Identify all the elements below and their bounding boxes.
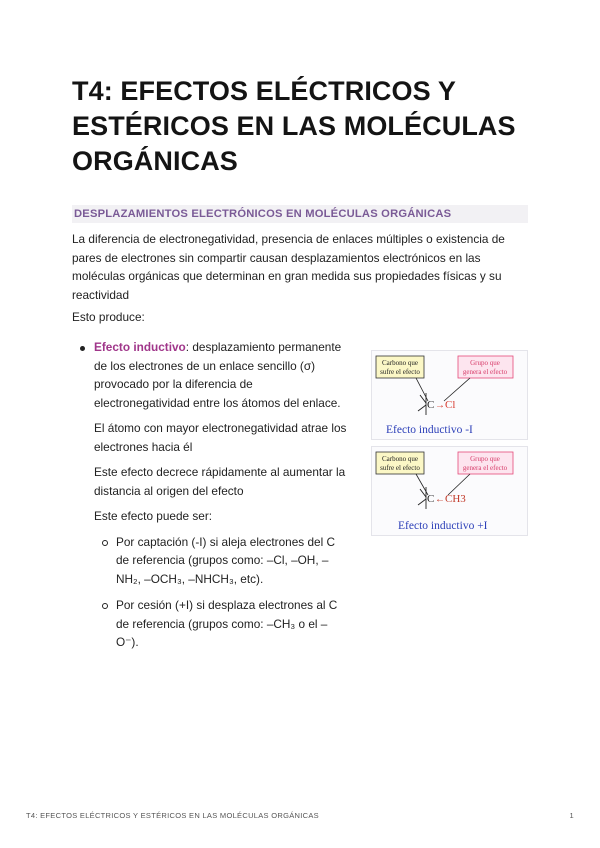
inductive-effect-term: Efecto inductivo bbox=[94, 340, 186, 354]
effect-types-list bbox=[78, 533, 348, 652]
inductive-effect-bullet bbox=[78, 338, 348, 660]
list-item-cesion: Por cesión (+I) si desplaza electrones al C de referencia (grupos como: –CH₃ o el –O⁻). bbox=[116, 596, 348, 652]
figure-caption: Efecto inductivo -I bbox=[386, 424, 473, 436]
bullet-definition bbox=[94, 338, 348, 412]
left-label-line1: Carbono que bbox=[382, 455, 418, 463]
right-label-line2: genera el efecto bbox=[462, 368, 508, 376]
footer-page-number: 1 bbox=[569, 811, 574, 820]
page-footer bbox=[26, 811, 574, 820]
methyl-group: CH3 bbox=[445, 493, 466, 505]
right-pointer-line bbox=[444, 378, 470, 401]
bullet-dot bbox=[80, 346, 85, 351]
left-label-line2: sufre el efecto bbox=[380, 464, 420, 472]
inductive-effect-definition: : desplazamiento permanente de los electrones de un enlace sencillo (σ) provocado por la diferencia de electronegatividad entre los átomos del enlace. bbox=[94, 340, 342, 410]
right-label-line1: Grupo que bbox=[470, 359, 500, 367]
footer-title: T4: EFECTOS ELÉCTRICOS Y ESTÉRICOS EN LAS MOLÉCULAS ORGÁNICAS bbox=[26, 811, 319, 820]
left-label-line1: Carbono que bbox=[382, 359, 418, 367]
bullet-para-decay: Este efecto decrece rápidamente al aumentar la distancia al origen del efecto bbox=[94, 465, 346, 498]
figure-inductive-minus-drawing bbox=[372, 351, 527, 439]
figure-caption: Efecto inductivo +I bbox=[398, 520, 488, 532]
figure-inductive-plus bbox=[371, 446, 528, 536]
bullet-para-types: Este efecto puede ser: bbox=[94, 509, 213, 523]
right-label-line2: genera el efecto bbox=[462, 464, 508, 472]
section-heading: DESPLAZAMIENTOS ELECTRÓNICOS EN MOLÉCULAS ORGÁNICAS bbox=[72, 205, 528, 223]
left-label-line2: sufre el efecto bbox=[380, 368, 420, 376]
intro-paragraph: La diferencia de electronegatividad, presencia de enlaces múltiples o existencia de pares de electrones sin compartir causan desplazamientos electrónicos en las moléculas orgánicas que determinan en gran medida sus propiedades físicas y su reactividad bbox=[72, 232, 505, 302]
list-item-captacion: Por captación (-I) si aleja electrones del C de referencia (grupos como: –Cl, –OH, –NH₂, –OCH₃, –NHCH₃, etc). bbox=[116, 533, 348, 589]
figure-inductive-plus-drawing bbox=[372, 447, 527, 535]
bond-line-lower bbox=[418, 499, 426, 505]
carbon-atom: C bbox=[427, 399, 435, 411]
figure-inductive-minus bbox=[371, 350, 528, 440]
page-title: T4: EFECTOS ELÉCTRICOS Y ESTÉRICOS EN LAS MOLÉCULAS ORGÁNICAS bbox=[72, 76, 516, 176]
arrow-left-icon: ← bbox=[435, 494, 445, 505]
produce-paragraph: Esto produce: bbox=[72, 310, 145, 324]
bond-line-lower bbox=[418, 405, 426, 411]
right-label-line1: Grupo que bbox=[470, 455, 500, 463]
arrow-right-icon: → bbox=[435, 400, 445, 411]
right-pointer-line bbox=[448, 474, 470, 495]
bullet-para-attraction: El átomo con mayor electronegatividad atrae los electrones hacia él bbox=[94, 421, 347, 454]
carbon-atom: C bbox=[427, 493, 435, 505]
chlorine-group: Cl bbox=[445, 399, 456, 411]
